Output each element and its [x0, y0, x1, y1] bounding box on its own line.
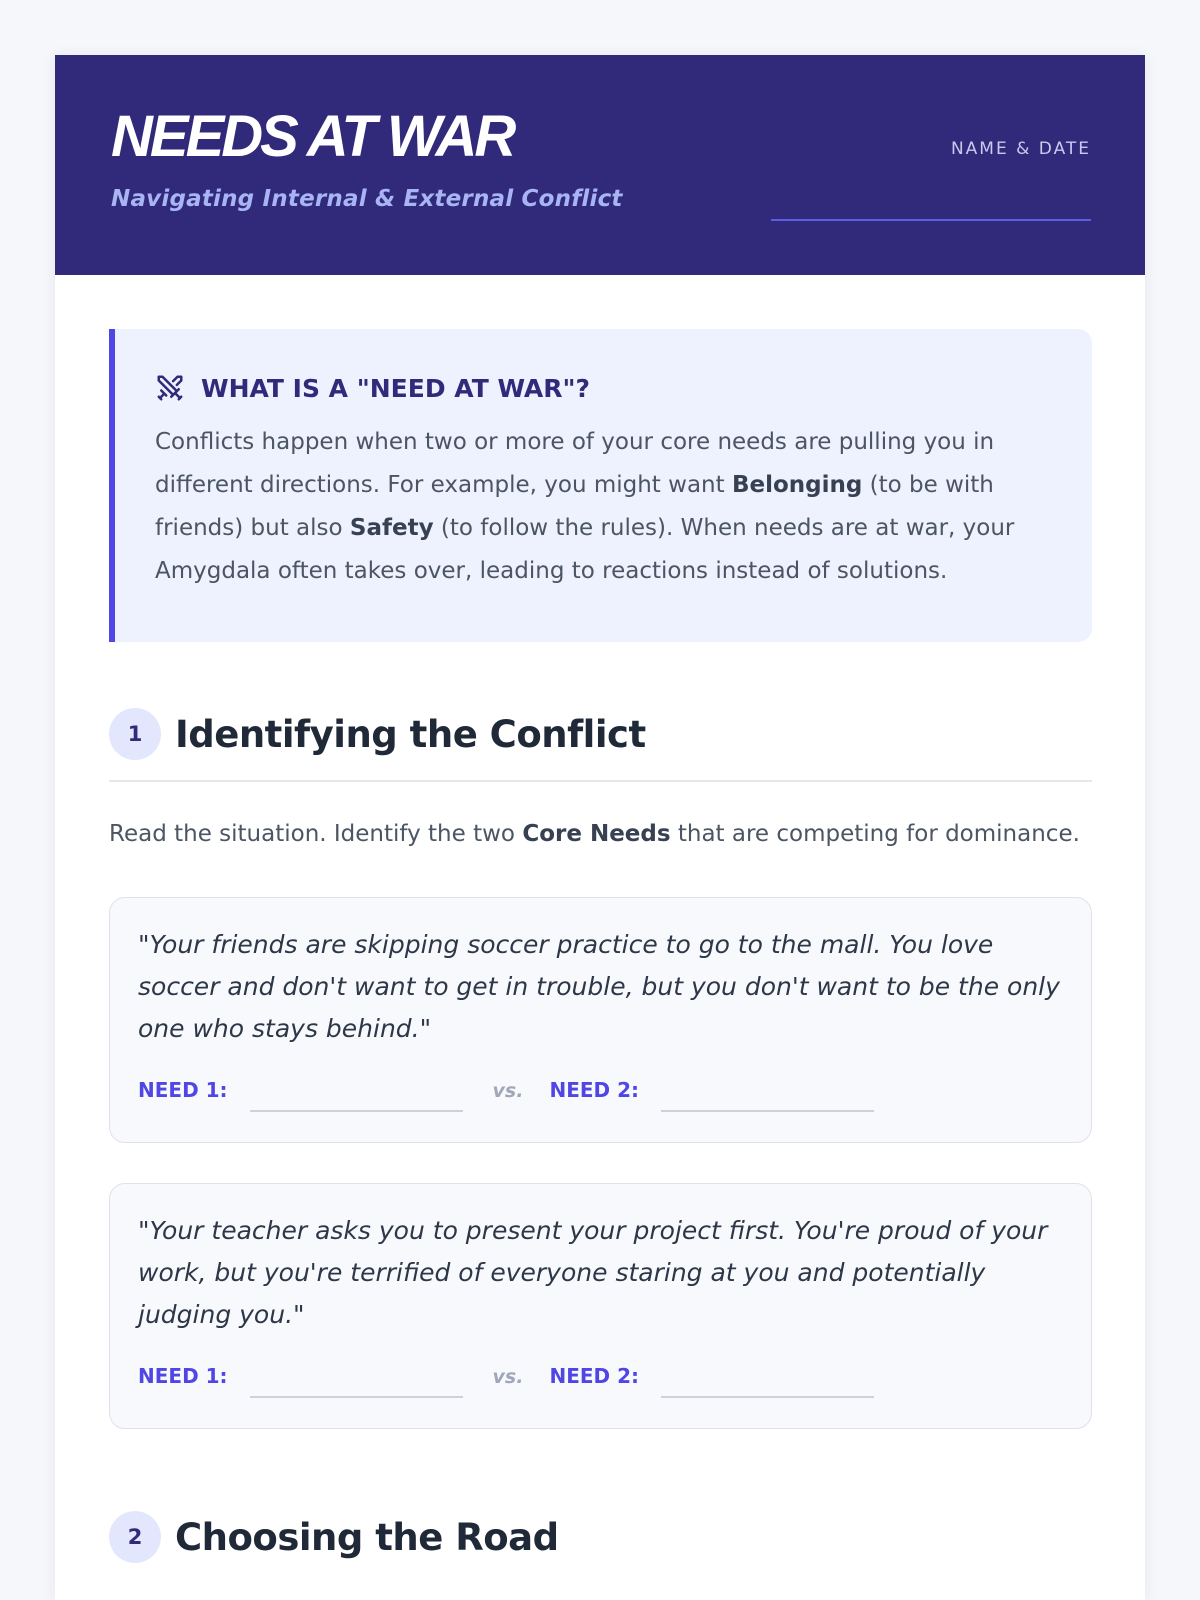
name-date-field[interactable]: [771, 219, 1091, 221]
callout-text-part: (to follow the rules). When needs are at war, your Amygdala often takes over, leading to reactions instead of solutions.: [155, 515, 1015, 584]
needs-row: [138, 1358, 1064, 1398]
definition-callout: [109, 329, 1092, 642]
section-divider: [109, 780, 1092, 782]
name-date-label: NAME & DATE: [950, 139, 1091, 159]
need-2-label: NEED 2:: [549, 1364, 640, 1388]
crossed-swords-icon: [155, 373, 185, 403]
section-2-heading: [109, 1511, 1092, 1563]
callout-heading-row: [155, 373, 1052, 403]
section-number-badge: 1: [109, 708, 161, 760]
scenario-card: [109, 897, 1092, 1143]
callout-text-part: Conflicts happen when two or more of your core needs are pulling you in different directions. For example, you might want: [155, 429, 995, 498]
belonging-term: Belonging: [731, 472, 863, 498]
section-title: Choosing the Road: [175, 1515, 559, 1559]
need-1-label: NEED 1:: [138, 1364, 228, 1388]
need-2-field[interactable]: [661, 1080, 874, 1112]
worksheet-header: [55, 55, 1145, 275]
needs-row: [138, 1072, 1064, 1112]
worksheet-page: [55, 55, 1145, 1600]
versus-label: vs.: [492, 1366, 524, 1388]
section-1-heading: [109, 708, 1092, 760]
section-title: Identifying the Conflict: [175, 712, 646, 756]
need-1-field[interactable]: [250, 1080, 463, 1112]
need-1-field[interactable]: [250, 1366, 463, 1398]
safety-term: Safety: [349, 515, 434, 541]
need-1-label: NEED 1:: [138, 1078, 228, 1102]
callout-heading: WHAT IS A "NEED AT WAR"?: [201, 373, 591, 403]
versus-label: vs.: [492, 1080, 524, 1102]
callout-text-part: (to be with friends) but also: [155, 472, 994, 541]
instructions-part: Read the situation. Identify the two: [109, 821, 523, 847]
section-number-badge: 2: [109, 1511, 161, 1563]
need-2-label: NEED 2:: [549, 1078, 640, 1102]
scenario-quote: "Your friends are skipping soccer practice to go to the mall. You love soccer and don't want to get in trouble, but you don't want to be the only one who stays behind.": [138, 930, 1060, 1043]
core-needs-term: Core Needs: [522, 821, 671, 847]
worksheet-content: [109, 329, 1092, 1563]
callout-text: [155, 421, 1052, 593]
scenario-quote: "Your teacher asks you to present your project first. You're proud of your work, but you're terrified of everyone staring at you and potentially judging you.": [138, 1216, 1048, 1329]
section-instructions: [109, 814, 1092, 854]
instructions-part: that are competing for dominance.: [670, 821, 1080, 847]
scenario-card: [109, 1183, 1092, 1429]
worksheet-subtitle: Navigating Internal & External Conflict: [111, 186, 623, 212]
worksheet-title: NEEDS AT WAR: [111, 104, 514, 169]
need-2-field[interactable]: [661, 1366, 874, 1398]
